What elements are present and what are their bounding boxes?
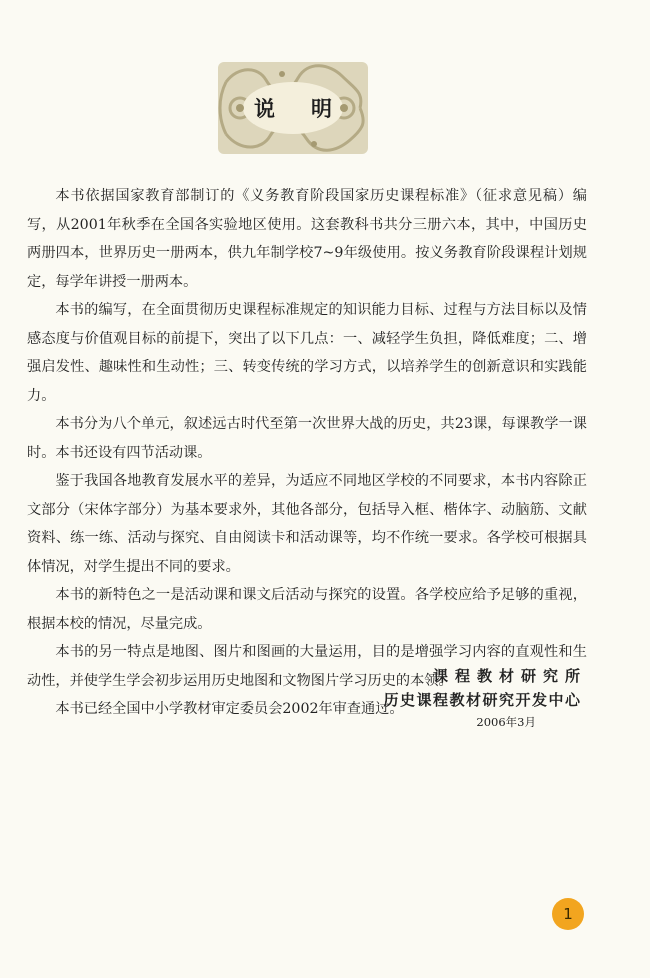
- body-text: [27, 182, 587, 724]
- paragraph: 本书已经全国中小学教材审定委员会2002年审查通过。: [55, 701, 404, 717]
- page-title: 说明: [254, 97, 368, 121]
- signature-org-2: 历史课程教材研究开发中心: [383, 691, 582, 709]
- paragraph: 本书的新特色之一是活动课和课文后活动与探究的设置。各学校应给予足够的重视，根据本校的情况，尽量完成。: [27, 587, 587, 632]
- paragraph: 本书依据国家教育部制订的《义务教育阶段国家历史课程标准》（征求意见稿）编写，从2001年秋季在全国各实验地区使用。这套教科书共分三册六本，其中，中国历史两册四本，世界历史一册两本，供九年制学校7~9年级使用。按义务教育阶段课程计划规定，每学年讲授一册两本。: [27, 188, 587, 290]
- paragraph: 本书的另一特点是地图、图片和图画的大量运用，目的是增强学习内容的直观性和生动性，并使学生学会初步运用历史地图和文物图片学习历史的本领。: [27, 644, 587, 689]
- signature-org-1: 课程教材研究所: [432, 667, 587, 685]
- signature-block: [383, 664, 587, 732]
- paragraph: 本书分为八个单元，叙述远古时代至第一次世界大战的历史，共23课，每课教学一课时。本书还设有四节活动课。: [27, 416, 587, 461]
- title-banner: [218, 62, 368, 154]
- page-number-badge: 1: [552, 898, 584, 930]
- paragraph: 鉴于我国各地教育发展水平的差异，为适应不同地区学校的不同要求，本书内容除正文部分（宋体字部分）为基本要求外，其他各部分，包括导入框、楷体字、动脑筋、文献资料、练一练、活动与探究、自由阅读卡和活动课等，均不作统一要求。各学校可根据具体情况，对学生提出不同的要求。: [27, 473, 587, 575]
- signature-date: 2006年3月: [476, 715, 536, 729]
- paragraph: 本书的编写，在全面贯彻历史课程标准规定的知识能力目标、过程与方法目标以及情感态度与价值观目标的前提下，突出了以下几点：一、减轻学生负担，降低难度；二、增强启发性、趣味性和生动性；三、转变传统的学习方式，以培养学生的创新意识和实践能力。: [27, 302, 587, 404]
